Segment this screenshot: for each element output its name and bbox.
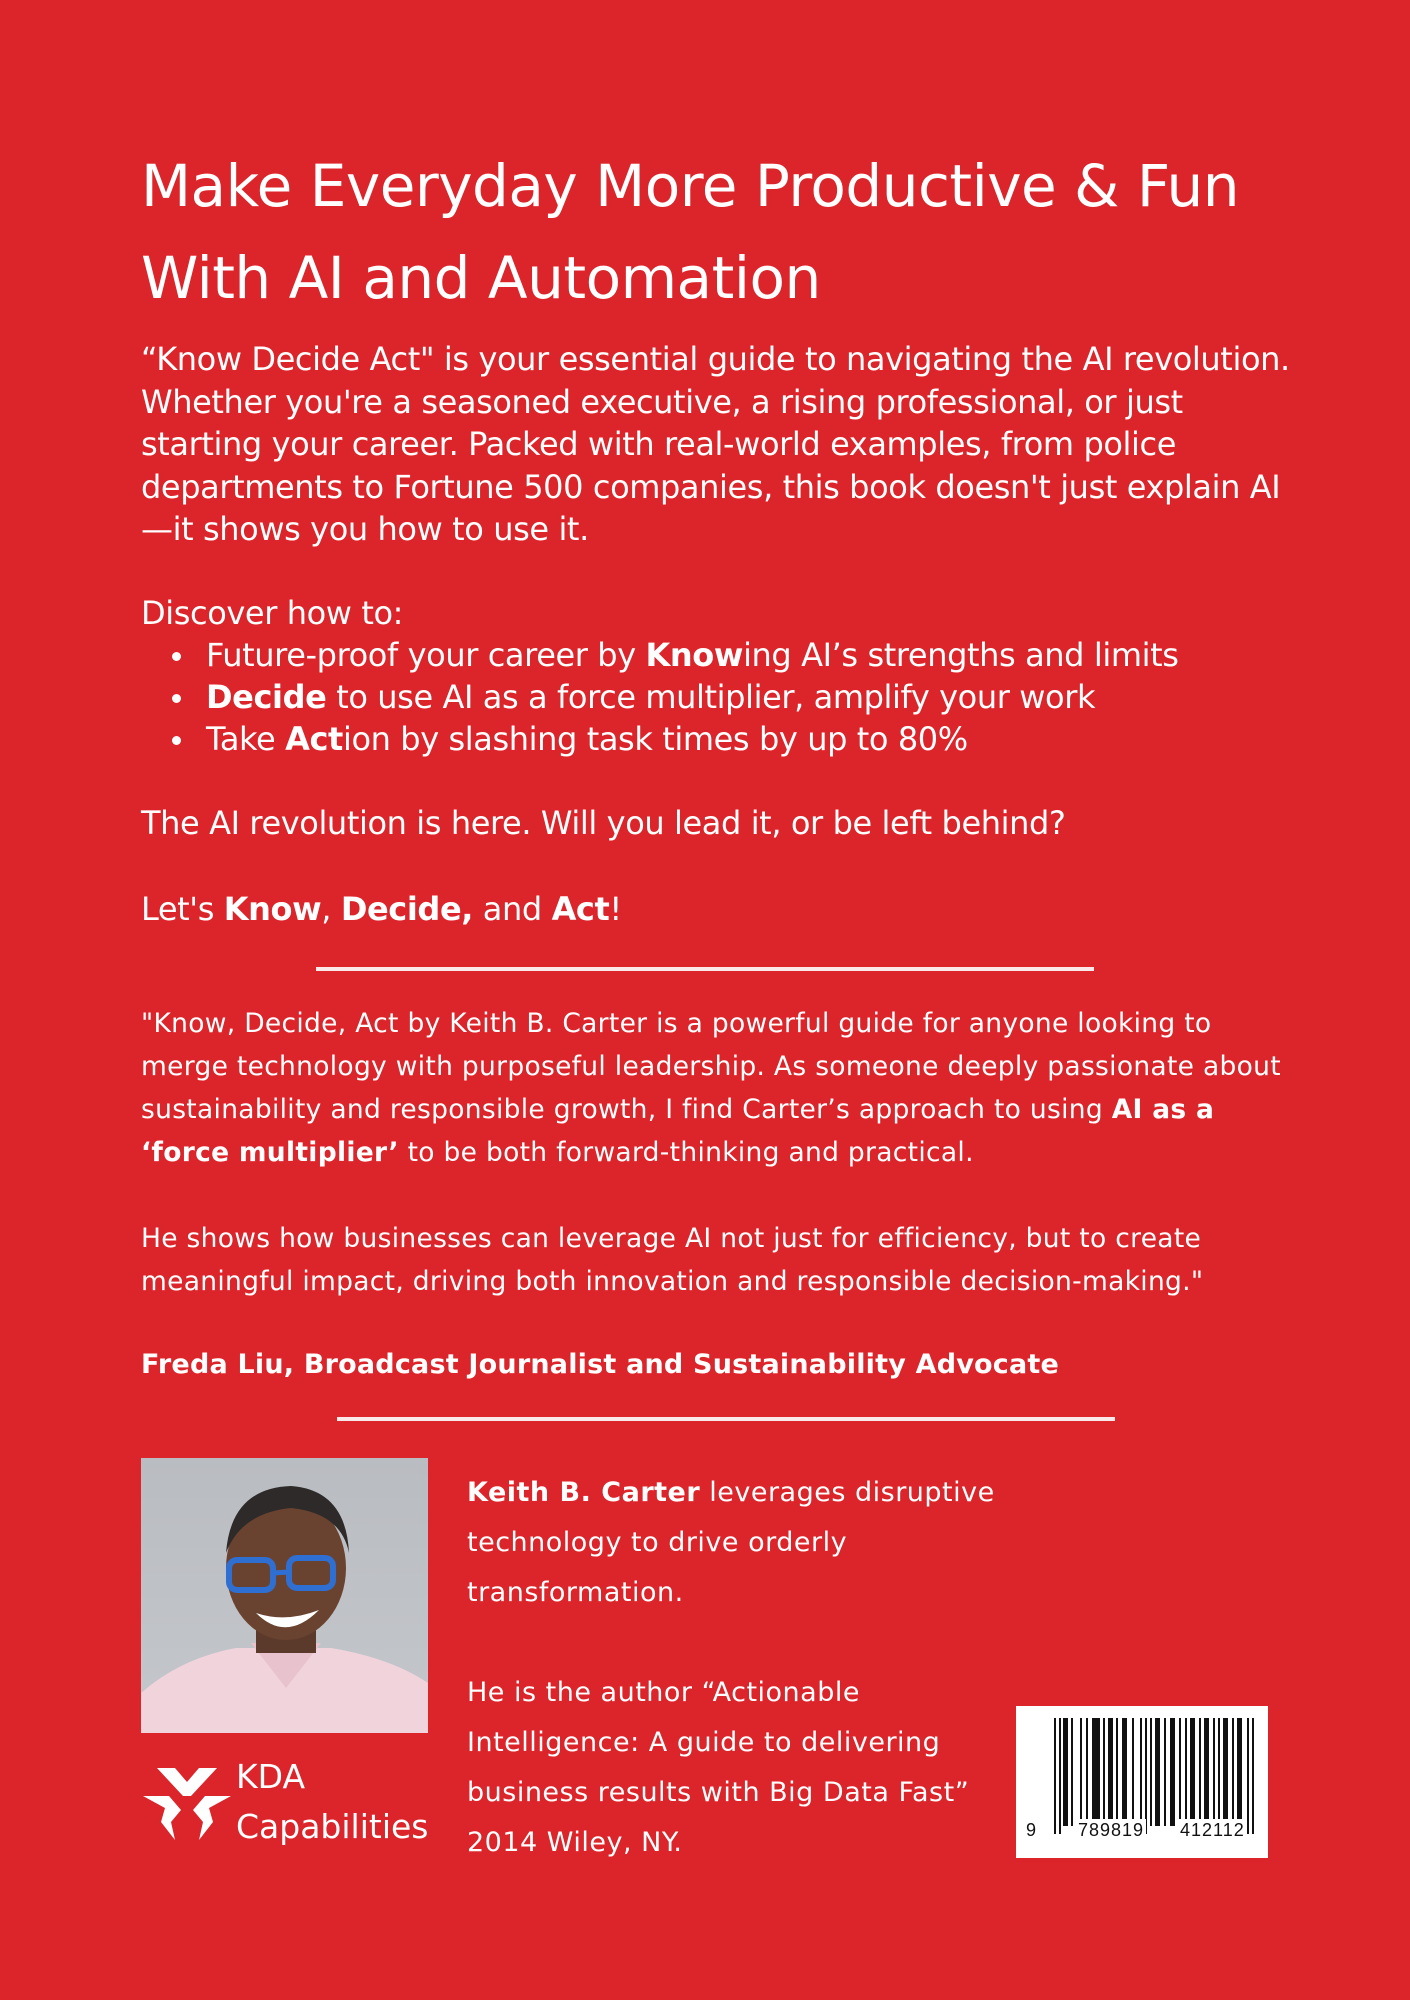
closing-know: Know: [223, 890, 322, 928]
item-text: Take: [206, 720, 286, 758]
headline-line-2: With AI and Automation: [141, 244, 821, 312]
divider-bottom: [337, 1417, 1115, 1421]
author-name: Keith B. Carter: [467, 1477, 701, 1508]
discover-section: [141, 592, 1321, 760]
author-bio: [467, 1468, 1007, 1918]
author-portrait-icon: [141, 1458, 428, 1733]
item-text: Future-proof your career by: [206, 636, 646, 674]
closing-text: ,: [321, 890, 341, 928]
barcode-icon: [1052, 1718, 1262, 1834]
discover-item: [206, 676, 1321, 718]
item-text: ing AI’s strengths and limits: [743, 636, 1179, 674]
quote-text: to be both forward-thinking and practical.: [398, 1137, 974, 1168]
barcode-group-2: 412112: [1180, 1820, 1245, 1840]
discover-item: [206, 718, 1321, 760]
divider-top: [316, 967, 1094, 971]
discover-item: [206, 634, 1321, 676]
closing-act: Act: [551, 890, 610, 928]
headline-line-1: Make Everyday More Productive & Fun: [141, 152, 1240, 220]
kda-logo-icon: [143, 1766, 231, 1842]
quote-bold: AI as a ‘force multiplier’: [141, 1094, 1215, 1168]
intro-paragraph: “Know Decide Act" is your essential guide to navigating the AI revolution. Whether you're a seasoned executive, a rising professional, or just starting your career. Packed with real-world examples, from police departments to Fortune 500 companies, this book doesn't just explain AI—it shows you how to use it.: [141, 340, 1290, 548]
testimonial-quote: [141, 1002, 1301, 1346]
testimonial-paragraph-2: He shows how businesses can leverage AI not just for efficiency, but to create meaningful impact, driving both innovation and responsible decision-making.": [141, 1223, 1204, 1297]
isbn-barcode: [1016, 1706, 1268, 1858]
item-text: ion by slashing task times by up to 80%: [342, 720, 968, 758]
closing-line: [141, 888, 1321, 930]
closing-text: !: [609, 890, 622, 928]
bio-paragraph-2: He is the author “Actionable Intelligence: A guide to delivering business results with Big Data Fast” 2014 Wiley, NY.: [467, 1677, 970, 1858]
bio-paragraph-1: [467, 1468, 1007, 1618]
discover-list: [141, 634, 1321, 760]
author-photo: [141, 1458, 428, 1733]
kda-logo-text: [236, 1752, 429, 1852]
barcode-lead-digit: 9: [1026, 1820, 1037, 1840]
quote-text: "Know, Decide, Act by Keith B. Carter is a powerful guide for anyone looking to merge technology with purposeful leadership. As someone deeply passionate about sustainability and responsible growth, I find Carter’s approach to using: [141, 1008, 1281, 1125]
barcode-group-1: 789819: [1078, 1820, 1145, 1840]
testimonial-attribution: Freda Liu, Broadcast Journalist and Sustainability Advocate: [141, 1349, 1060, 1380]
closing-decide: Decide,: [340, 890, 473, 928]
item-bold: Act: [285, 720, 343, 758]
item-bold: Know: [645, 636, 744, 674]
logo-line-2: Capabilities: [236, 1807, 429, 1846]
bio-text: leverages disruptive technology to drive orderly transformation.: [467, 1477, 995, 1608]
closing-text: Let's: [141, 890, 224, 928]
closing-text: and: [473, 890, 552, 928]
headline: [141, 140, 1321, 324]
item-bold: Decide: [206, 678, 327, 716]
item-text: to use AI as a force multiplier, amplify your work: [326, 678, 1096, 716]
call-to-action-question: The AI revolution is here. Will you lead it, or be left behind?: [141, 804, 1066, 842]
logo-line-1: KDA: [236, 1757, 306, 1796]
testimonial-paragraph-1: [141, 1002, 1301, 1174]
discover-label: Discover how to:: [141, 594, 404, 632]
